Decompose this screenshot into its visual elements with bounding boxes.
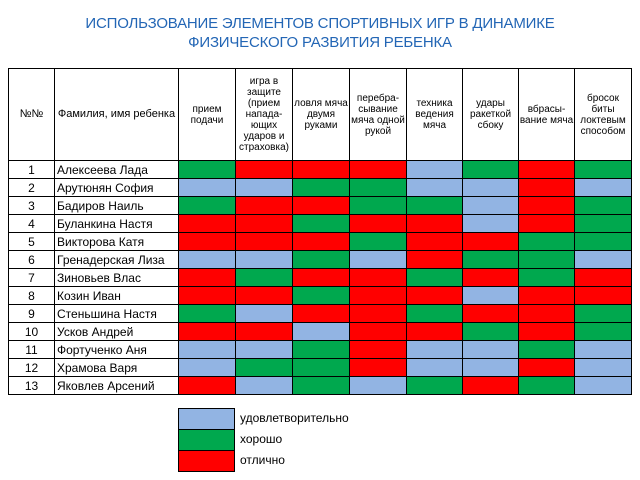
row-number: 3 — [9, 197, 55, 215]
child-name: Гренадерская Лиза — [55, 251, 179, 269]
row-number: 11 — [9, 341, 55, 359]
rating-cell-green — [350, 233, 407, 251]
header-col-5: техника ведения мяча — [407, 69, 463, 161]
rating-cell-blue — [293, 323, 350, 341]
rating-cell-red — [293, 305, 350, 323]
row-number: 8 — [9, 287, 55, 305]
title-line-1: ИСПОЛЬЗОВАНИЕ ЭЛЕМЕНТОВ СПОРТИВНЫХ ИГР В ДИНАМИКЕ — [85, 15, 555, 32]
rating-cell-red — [350, 323, 407, 341]
child-name: Козин Иван — [55, 287, 179, 305]
header-col-4: перебра-сывание мяча одной рукой — [350, 69, 407, 161]
child-name: Стеньшина Настя — [55, 305, 179, 323]
rating-cell-red — [463, 305, 519, 323]
table-row — [9, 287, 632, 305]
child-name: Буланкина Настя — [55, 215, 179, 233]
rating-cell-green — [350, 197, 407, 215]
rating-cell-blue — [575, 359, 632, 377]
rating-cell-green — [293, 251, 350, 269]
rating-cell-red — [179, 215, 236, 233]
header-col-3: ловля мяча двумя руками — [293, 69, 350, 161]
rating-cell-green — [236, 359, 293, 377]
header-col-2: игра в защите (прием напада-ющих ударов и страховка) — [236, 69, 293, 161]
table-row — [9, 233, 632, 251]
rating-cell-green — [519, 233, 575, 251]
header-num: №№ — [9, 69, 55, 161]
rating-cell-blue — [575, 377, 632, 395]
table-row — [9, 269, 632, 287]
rating-cell-green — [293, 287, 350, 305]
rating-cell-red — [407, 323, 463, 341]
rating-cell-red — [236, 323, 293, 341]
row-number: 2 — [9, 179, 55, 197]
row-number: 6 — [9, 251, 55, 269]
rating-cell-green — [575, 323, 632, 341]
rating-cell-blue — [575, 179, 632, 197]
rating-cell-red — [350, 341, 407, 359]
rating-cell-red — [179, 377, 236, 395]
rating-cell-red — [519, 161, 575, 179]
rating-cell-blue — [575, 341, 632, 359]
rating-cell-blue — [463, 341, 519, 359]
child-name: Викторова Катя — [55, 233, 179, 251]
rating-cell-red — [350, 287, 407, 305]
header-col-1: прием подачи — [179, 69, 236, 161]
rating-cell-blue — [463, 179, 519, 197]
results-table — [8, 68, 632, 395]
rating-cell-blue — [463, 359, 519, 377]
rating-cell-green — [236, 269, 293, 287]
title-line-2: ФИЗИЧЕСКОГО РАЗВИТИЯ РЕБЕНКА — [188, 34, 452, 51]
rating-cell-green — [519, 251, 575, 269]
rating-cell-green — [575, 197, 632, 215]
rating-cell-green — [293, 377, 350, 395]
rating-cell-green — [179, 305, 236, 323]
rating-cell-red — [463, 269, 519, 287]
rating-cell-green — [407, 305, 463, 323]
rating-cell-green — [350, 179, 407, 197]
rating-cell-green — [407, 269, 463, 287]
rating-cell-green — [407, 377, 463, 395]
rating-cell-blue — [179, 341, 236, 359]
rating-cell-red — [293, 161, 350, 179]
rating-cell-blue — [575, 251, 632, 269]
rating-cell-green — [575, 233, 632, 251]
rating-cell-green — [463, 323, 519, 341]
rating-cell-blue — [463, 197, 519, 215]
rating-cell-green — [575, 215, 632, 233]
rating-cell-blue — [407, 341, 463, 359]
rating-cell-green — [575, 305, 632, 323]
rating-cell-red — [519, 197, 575, 215]
rating-cell-blue — [350, 251, 407, 269]
rating-cell-red — [350, 269, 407, 287]
rating-cell-red — [519, 323, 575, 341]
header-col-8: бросок биты локтевым способом — [575, 69, 632, 161]
rating-cell-blue — [236, 305, 293, 323]
rating-cell-green — [463, 251, 519, 269]
rating-cell-red — [179, 269, 236, 287]
rating-cell-red — [350, 161, 407, 179]
rating-cell-green — [463, 161, 519, 179]
rating-cell-green — [519, 377, 575, 395]
rating-cell-red — [575, 269, 632, 287]
table-body — [9, 161, 632, 395]
rating-cell-green — [293, 341, 350, 359]
rating-cell-blue — [236, 341, 293, 359]
rating-cell-red — [463, 377, 519, 395]
legend-swatch-green — [178, 429, 235, 451]
legend-swatch-red — [178, 450, 235, 472]
legend-label: отлично — [240, 453, 285, 467]
legend-swatch-blue — [178, 408, 235, 430]
rating-cell-blue — [407, 359, 463, 377]
rating-cell-red — [236, 161, 293, 179]
rating-cell-red — [519, 305, 575, 323]
rating-cell-red — [179, 323, 236, 341]
rating-cell-green — [575, 161, 632, 179]
table-row — [9, 251, 632, 269]
header-name: Фамилия, имя ребенка — [55, 69, 179, 161]
table-row — [9, 179, 632, 197]
table-row — [9, 305, 632, 323]
rating-cell-red — [293, 269, 350, 287]
row-number: 9 — [9, 305, 55, 323]
rating-cell-green — [293, 215, 350, 233]
header-row — [9, 69, 632, 161]
rating-cell-blue — [236, 179, 293, 197]
rating-cell-blue — [407, 179, 463, 197]
table-row — [9, 359, 632, 377]
row-number: 1 — [9, 161, 55, 179]
row-number: 5 — [9, 233, 55, 251]
child-name: Алексеева Лада — [55, 161, 179, 179]
rating-cell-blue — [350, 377, 407, 395]
row-number: 12 — [9, 359, 55, 377]
rating-cell-green — [293, 359, 350, 377]
rating-cell-blue — [463, 287, 519, 305]
rating-cell-red — [575, 287, 632, 305]
rating-cell-blue — [463, 215, 519, 233]
table-row — [9, 341, 632, 359]
rating-cell-red — [236, 233, 293, 251]
rating-cell-red — [350, 215, 407, 233]
rating-cell-red — [407, 215, 463, 233]
rating-cell-blue — [236, 251, 293, 269]
rating-cell-green — [519, 341, 575, 359]
rating-cell-red — [236, 287, 293, 305]
rating-cell-blue — [407, 161, 463, 179]
row-number: 10 — [9, 323, 55, 341]
row-number: 4 — [9, 215, 55, 233]
rating-cell-red — [519, 215, 575, 233]
child-name: Зиновьев Влас — [55, 269, 179, 287]
rating-cell-green — [179, 197, 236, 215]
rating-cell-red — [463, 233, 519, 251]
rating-cell-red — [179, 287, 236, 305]
child-name: Фортученко Аня — [55, 341, 179, 359]
legend-label: хорошо — [240, 432, 283, 446]
rating-cell-red — [293, 233, 350, 251]
rating-cell-red — [350, 305, 407, 323]
rating-cell-blue — [179, 251, 236, 269]
rating-cell-red — [236, 197, 293, 215]
rating-cell-red — [293, 197, 350, 215]
rating-cell-red — [519, 287, 575, 305]
legend-label: удовлетворительно — [240, 411, 349, 425]
rating-cell-red — [519, 179, 575, 197]
table-row — [9, 197, 632, 215]
child-name: Яковлев Арсений — [55, 377, 179, 395]
rating-cell-red — [407, 287, 463, 305]
child-name: Усков Андрей — [55, 323, 179, 341]
rating-cell-blue — [236, 377, 293, 395]
rating-cell-blue — [179, 179, 236, 197]
page-title — [0, 14, 640, 52]
rating-cell-red — [350, 359, 407, 377]
rating-cell-red — [179, 233, 236, 251]
child-name: Храмова Варя — [55, 359, 179, 377]
table-row — [9, 377, 632, 395]
rating-cell-green — [293, 179, 350, 197]
rating-cell-green — [407, 197, 463, 215]
table-row — [9, 323, 632, 341]
header-col-6: удары ракеткой сбоку — [463, 69, 519, 161]
child-name: Бадиров Наиль — [55, 197, 179, 215]
header-col-7: вбрасы-вание мяча — [519, 69, 575, 161]
rating-cell-red — [407, 233, 463, 251]
rating-cell-red — [236, 215, 293, 233]
table-row — [9, 161, 632, 179]
child-name: Арутюнян София — [55, 179, 179, 197]
rating-cell-red — [519, 359, 575, 377]
row-number: 7 — [9, 269, 55, 287]
rating-cell-green — [519, 269, 575, 287]
rating-cell-green — [179, 161, 236, 179]
rating-cell-blue — [179, 359, 236, 377]
rating-cell-red — [407, 251, 463, 269]
row-number: 13 — [9, 377, 55, 395]
table-row — [9, 215, 632, 233]
